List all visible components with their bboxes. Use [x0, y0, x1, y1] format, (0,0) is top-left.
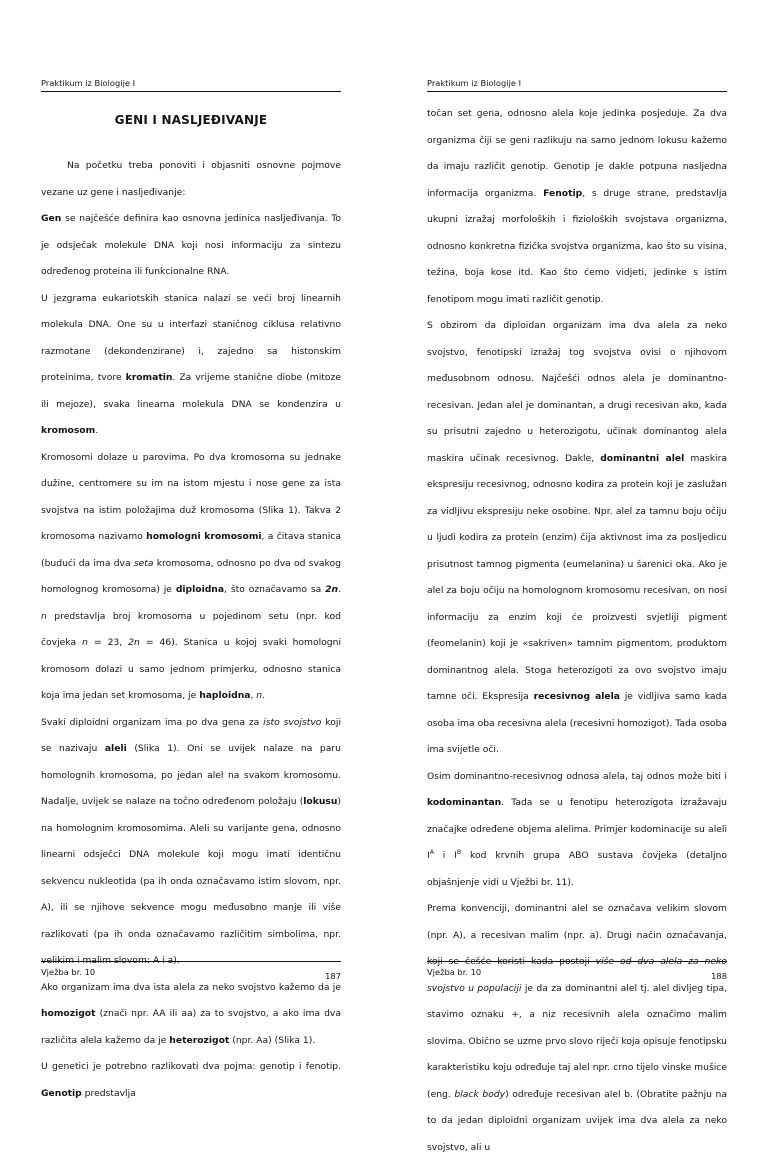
text-run: ) određuje recesivan alel b. (Obratite pažnju na to da jedan diploidni organizam uvijek ima dva alela za neko svojstvo, ali u	[427, 1088, 728, 1153]
left-body-text	[41, 153, 341, 1107]
footer-label: Vježba br. 10	[41, 967, 96, 977]
text-run: A	[429, 848, 434, 856]
right-body-text	[427, 101, 727, 1161]
text-run: Ako organizam ima dva ista alela za neko svojstvo kažemo da je	[41, 981, 341, 993]
text-run: haploidna	[199, 690, 251, 701]
paragraph	[427, 896, 727, 1161]
text-run: je da za dominantni alel tj. alel divljeg tipa, stavimo oznaku +, a niz recesivnih alela označimo malim slovima. Obično se uzme prvo slovo riječi koja opisuje fenotipsku karakteristiku koju određuje taj alel npr. crno tijelo vinske mušice (eng.	[427, 982, 727, 1100]
paragraph	[41, 286, 341, 445]
text-run: homozigot	[41, 1008, 96, 1019]
text-run: ,	[250, 690, 257, 701]
paragraph	[427, 313, 727, 764]
text-run: i I	[433, 850, 457, 861]
paragraph	[427, 764, 727, 897]
text-run: kromatin	[125, 372, 173, 383]
page-number: 188	[711, 971, 727, 981]
paragraph	[427, 101, 727, 313]
text-run: , što označavamo sa	[224, 584, 326, 595]
text-run: U genetici je potrebno razlikovati dva pojma: genotip i fenotip.	[41, 1061, 341, 1072]
chapter-title: GENI I NASLJEĐIVANJE	[114, 113, 268, 127]
text-run: isto svojstvo	[263, 716, 322, 728]
text-run: Fenotip	[543, 187, 583, 199]
text-run: . Za vrijeme stanične diobe (mitoze ili mejoze), svaka linearna molekula DNA se kondenzira u	[41, 372, 341, 410]
text-run: homologni kromosomi	[146, 531, 262, 542]
text-run: Osim dominantno-recesivnog odnosa alela, taj odnos može biti i	[427, 770, 727, 782]
text-run: maskira ekspresiju recesivnog, odnosno kodira za protein koji je zaslužan za vidljivu ekspresiju neke osobine. Npr. alel za tamnu boju očiju u ljudi kodira za protein (enzim) čija aktivnost ima za posljedicu prisutnost tamnog pigmenta (eumelanina) u šarenici oka. Ako je alel za boju očiju na homolognom kromosomu recesivan, on nosi informaciju za enzim koji će proizvesti svjetliji pigment (feomelanin) koji je «sakriven» tamnim pigmentom, produktom dominantnog alela. Stoga heterozigoti za ovo svojstvo imaju tamne oči. Ekspresija	[427, 452, 727, 702]
text-run: ) na homolognim kromosomima. Aleli su varijante gena, odnosno linearni odsječci DNA molekule koji mogu imati identičnu sekvencu nukleotida (pa ih onda označavamo istim slovom, npr. A), ili se njihove sekvence mogu međusobno manje ili više razlikovati (pa ih onda označavamo različitim simbolima, npr. velikim i malim slovom: A i a).	[41, 796, 341, 966]
text-run: kod krvnih grupa ABO sustava čovjeka (detaljno objašnjenje vidi u Vježbi br. 11).	[427, 850, 728, 888]
text-run: aleli	[104, 743, 127, 754]
text-run: više od dva alela za neko svojstvo u populaciji	[427, 956, 727, 994]
paragraph	[41, 445, 341, 710]
paragraph	[41, 1054, 341, 1107]
text-run: Kromosomi dolaze u parovima. Po dva kromosoma su jednake dužine, centromere su im na istom mjestu i nose gene za ista svojstva na istim položajima duž kromosoma (Slika 1). Takva 2 kromosoma nazivamo	[41, 451, 341, 542]
header-divider	[427, 91, 727, 92]
text-run: heterozigot	[169, 1034, 230, 1046]
text-run: kodominantan	[427, 797, 502, 808]
text-run: U jezgrama eukariotskih stanica nalazi se veći broj linearnih molekula DNA. One su u interfazi staničnog ciklusa relativno razmotane (dekondenzirane) i, zajedno sa histonskim proteinima, tvore	[41, 292, 341, 383]
text-run: predstavlja broj kromosoma u pojedinom setu (npr. kod čovjeka	[41, 610, 341, 648]
text-run: Gen	[41, 213, 62, 224]
text-run: diploidna	[175, 584, 225, 595]
paragraph	[41, 206, 341, 286]
text-run: 2n	[325, 584, 339, 595]
page-footer	[41, 967, 341, 981]
page-number: 187	[325, 971, 341, 981]
text-run: S obzirom da diploidan organizam ima dva alela za neko svojstvo, fenotipski izražaj tog svojstva ovisi o njihovom međusobnom odnosu. Najčešći odnos alela je dominantno-recesivan. Jedan alel je dominantan, a drugi recesivan ako, kada su prisutni zajedno u heterozigotu, učinak dominantog alela maskira učinak recesivnog. Dakle,	[427, 320, 727, 464]
text-run: black body	[454, 1088, 506, 1100]
text-run: točan set gena, odnosno alela koje jedinka posjeduje. Za dva organizma čiji se geni razlikuju na samo jednom lokusu kažemo da imaju različit genotip. Genotip je dakle potpuna nasljedna informacija organizma.	[427, 108, 727, 199]
text-run: kromosom	[41, 425, 96, 436]
page-header: Praktikum iz Biologije I	[427, 78, 522, 88]
footer-divider	[427, 961, 727, 962]
header-divider	[41, 91, 341, 92]
footer-label: Vježba br. 10	[427, 967, 482, 977]
text-run: (znači npr. AA ili aa) za to svojstvo, a ako ima dva različita alela kažemo da je	[41, 1008, 341, 1046]
text-run: 2n	[128, 637, 140, 648]
text-run: = 23,	[87, 637, 129, 648]
left-page	[41, 0, 342, 1099]
text-run: koji se nazivaju	[41, 716, 342, 754]
text-run: se najčešće definira kao osnovna jedinica nasljeđivanja. To je odsječak molekule DNA koji nosi informaciju za sintezu određenog proteina ili funkcionalne RNA.	[41, 213, 341, 277]
text-run: .	[338, 584, 341, 595]
text-run: .	[262, 690, 266, 701]
text-run: predstavlja	[81, 1087, 136, 1099]
text-run: n	[82, 637, 88, 648]
text-run: .	[95, 425, 99, 436]
text-run: (npr. Aa) (Slika 1).	[229, 1034, 316, 1046]
text-run: = 46). Stanica u kojoj svaki homologni kromosom dolazi u samo jednom primjerku, odnosno stanica koja ima jedan set kromosoma, je	[41, 637, 341, 701]
right-page	[427, 0, 728, 1153]
page-footer	[427, 967, 727, 981]
paragraph	[41, 710, 341, 975]
text-run: kromosoma, odnosno po dva od svakog homolognog kromosoma) je	[41, 557, 341, 595]
text-run: Svaki diploidni organizam ima po dva gena za	[41, 716, 264, 728]
text-run: dominantni alel	[600, 452, 685, 464]
paragraph	[41, 975, 341, 1055]
text-run: (Slika 1). Oni se uvijek nalaze na paru homolognih kromosoma, po jedan alel na svakom kromosomu. Nadalje, uvijek se nalaze na točno određenom položaju (	[41, 743, 341, 807]
text-run: , s druge strane, predstavlja ukupni izražaj morfoloških i fizioloških svojstava organizma, odnosno konkretna fizička svojstva organizma, kao što su visina, težina, boja kose itd. Kao što ćemo vidjeti, jedinke s istim fenotipom mogu imati različit genotip.	[427, 187, 727, 305]
text-run: B	[456, 848, 462, 856]
text-run: lokusu	[303, 796, 338, 807]
text-run: n	[41, 610, 47, 622]
text-run: Genotip	[41, 1087, 82, 1099]
text-run: . Tada se u fenotipu heterozigota izražavaju značajke određene objema alelima. Primjer kodominacije su aleli I	[427, 797, 727, 861]
intro-paragraph: Na početku treba ponoviti i objasniti osnovne pojmove vezane uz gene i nasljeđivanje:	[41, 160, 341, 198]
text-run: recesivnog alela	[533, 691, 620, 702]
text-run: Prema konvenciji, dominantni alel se označava velikim slovom (npr. A), a recesivan malim (npr. a). Drugi način označavanja, koji se češće koristi kada postoji	[427, 903, 727, 967]
text-run: seta	[133, 557, 154, 569]
footer-divider	[41, 961, 341, 962]
page-header: Praktikum iz Biologije I	[41, 78, 136, 88]
text-run: , a čitava stanica (budući da ima dva	[41, 531, 341, 569]
text-run: je vidljiva samo kada osoba ima oba recesivna alela (recesivni homozigot). Tada osoba ima svijetle oči.	[427, 691, 727, 755]
text-run: n	[256, 690, 263, 701]
